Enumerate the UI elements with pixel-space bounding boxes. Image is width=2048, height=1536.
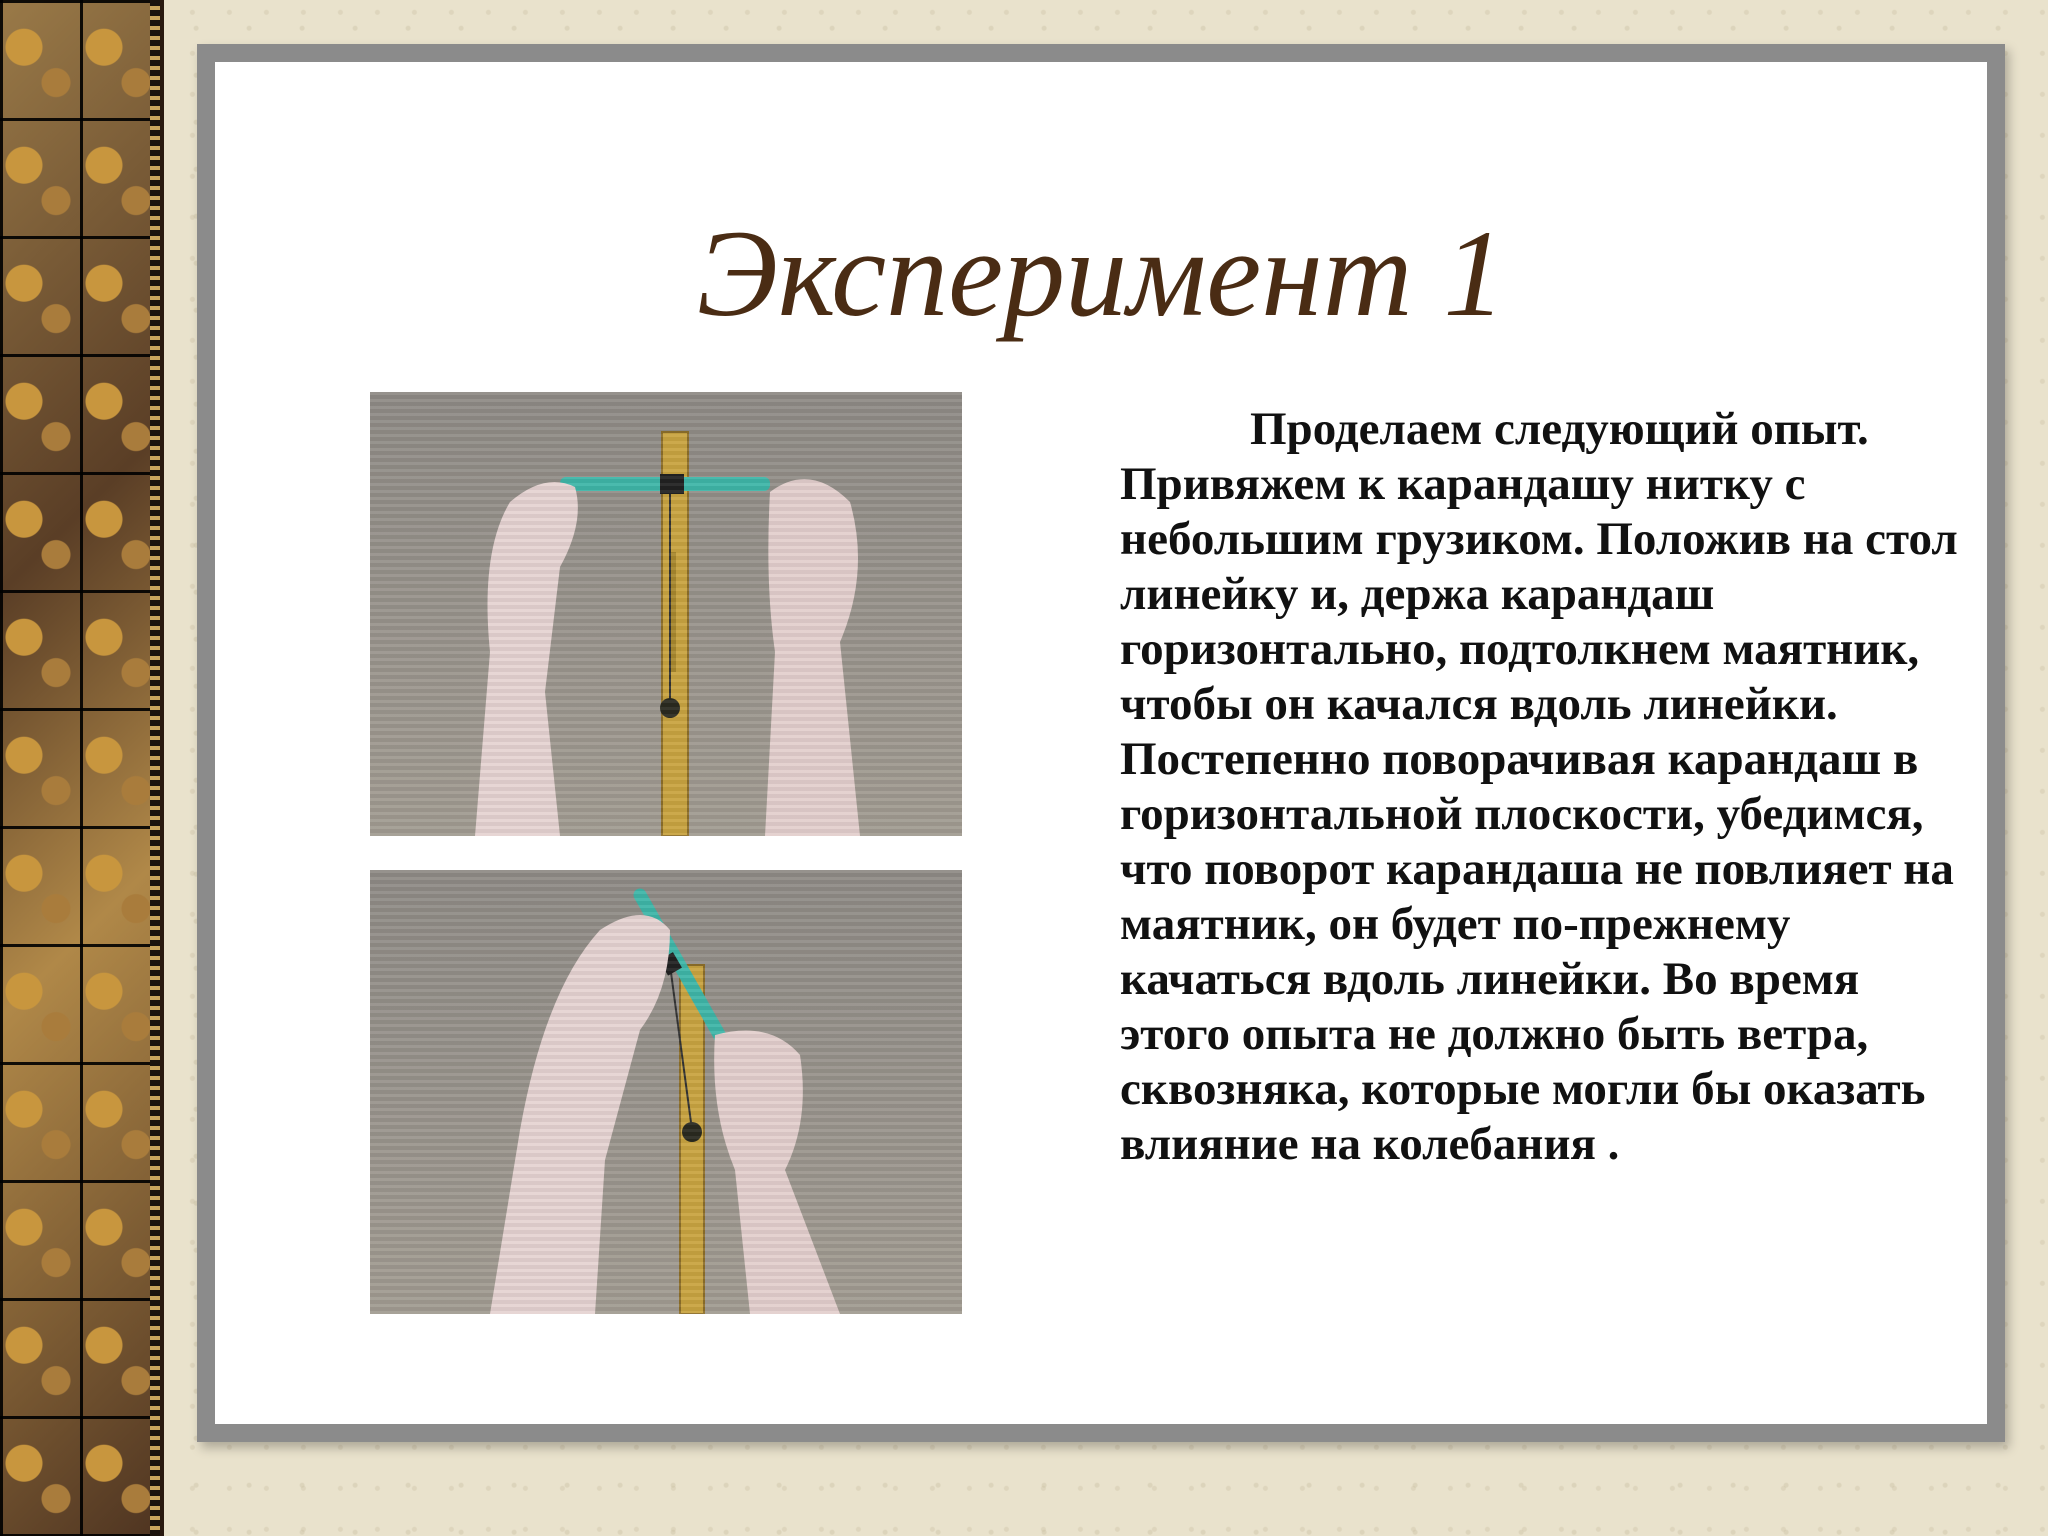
decorative-side-strip bbox=[0, 0, 164, 1536]
experiment-description: Проделаем следующий опыт. Привяжем к карандашу нитку с небольшим грузиком. Положив на стол линейку и, держа карандаш горизонтально, подтолкнем маятник, чтобы он качался вдоль линейки. Постепенно поворачивая карандаш в горизонтальной плоскости, убедимся, что поворот карандаша не повлияет на маятник, он будет по-прежнему качаться вдоль линейки. Во время этого опыта не должно быть ветра, сквозняка, которые могли бы оказать влияние на колебания . bbox=[1120, 403, 1958, 1170]
experiment-photo-horizontal bbox=[370, 392, 962, 836]
slide-title: Эксперимент 1 bbox=[696, 205, 1506, 342]
slide bbox=[215, 62, 1987, 1424]
experiment-photo-rotated bbox=[370, 870, 962, 1314]
